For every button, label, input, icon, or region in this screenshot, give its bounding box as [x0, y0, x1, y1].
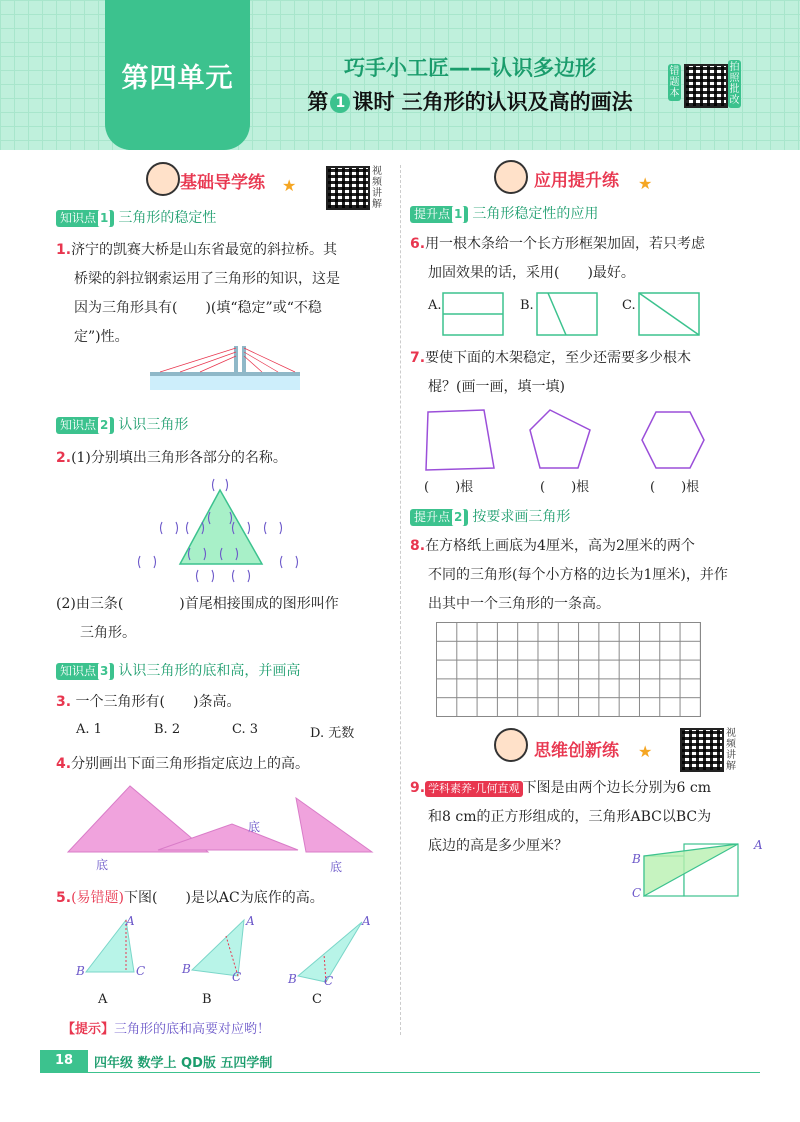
kp-num: 1	[100, 211, 109, 225]
improvement-point-1	[410, 203, 598, 223]
page-number: 18	[40, 1050, 88, 1072]
q9-squares-figure[interactable]	[642, 842, 754, 898]
q7-line: 棍？(画一画，填一填)	[428, 379, 565, 395]
q1-line: 济宁的凯赛大桥是山东省最宽的斜拉桥。其	[71, 242, 338, 258]
question-number: 7.	[410, 350, 426, 366]
vertex-label-c: C	[232, 970, 242, 984]
question-3	[56, 688, 240, 717]
kp-title: 认识三角形	[118, 417, 189, 433]
q3-options	[76, 722, 396, 741]
question-8	[410, 532, 780, 619]
kp-title: 认识三角形的底和高，并画高	[118, 663, 301, 679]
question-number: 1.	[56, 242, 72, 258]
q6-option-b[interactable]: B.	[520, 298, 534, 313]
tip-text: 三角形的底和高要对应哟！	[114, 1022, 271, 1037]
vertex-label-a: A	[246, 914, 255, 928]
question-number: 5.	[56, 890, 72, 906]
side-tab-photo[interactable]: 拍照批改	[729, 62, 740, 106]
question-5	[56, 884, 324, 913]
question-6	[410, 230, 770, 288]
mascot-icon	[146, 162, 180, 196]
lesson-suffix: 课时 三角形的认识及高的画法	[352, 90, 633, 114]
section-title-creative: 思维创新练	[534, 741, 619, 761]
tip-tag: 【提示】	[62, 1022, 115, 1037]
tsd-title: 按要求画三角形	[472, 509, 571, 525]
q9-line: 下图是由两个边长分别为6 cm	[522, 780, 712, 796]
q3-option-b[interactable]: B. 2	[154, 722, 181, 737]
bridge-illustration	[150, 342, 300, 390]
rect-with-slant-bar[interactable]	[536, 292, 598, 336]
q6-line: 用一根木条给一个长方形框架加固，若只考虑	[425, 236, 706, 252]
q4-stem: 分别画出下面三角形指定底边上的高。	[71, 756, 310, 772]
qr-code-icon[interactable]	[680, 728, 724, 772]
q2-part2-line: 三角形。	[80, 625, 136, 641]
q7-answer-2[interactable]: ( )根	[540, 480, 590, 495]
improvement-point-2	[410, 506, 570, 526]
kp-tag-label: 知识点	[60, 664, 97, 678]
question-number: 8.	[410, 538, 426, 554]
lesson-number: 1	[330, 93, 350, 113]
question-number: 9.	[410, 780, 426, 796]
q4-base-label: 底	[96, 858, 109, 872]
unit-badge: 第四单元	[105, 0, 250, 150]
lesson-prefix: 第	[307, 90, 329, 114]
section-title-basic: 基础导学练	[180, 173, 265, 193]
section-title-apply: 应用提升练	[534, 171, 619, 191]
question-7	[410, 344, 770, 402]
star-icon: ★	[638, 174, 653, 193]
kp-tag-label: 知识点	[60, 211, 97, 225]
q3-option-d[interactable]: D. 无数	[310, 726, 355, 741]
qr-code-icon[interactable]	[684, 64, 728, 108]
question-number: 4.	[56, 756, 72, 772]
knowledge-point-1	[56, 207, 216, 227]
question-number: 3.	[56, 694, 72, 710]
tsd-num: 1	[454, 207, 463, 221]
qr-label: 视频讲解	[372, 166, 382, 210]
q3-option-c[interactable]: C. 3	[232, 722, 259, 737]
q1-line[interactable]: 因为三角形具有( )(填“稳定”或“不稳	[74, 300, 322, 316]
q2-part1: (1)分别填出三角形各部分的名称。	[71, 450, 287, 466]
q3-option-a[interactable]: A. 1	[76, 722, 102, 737]
vertex-label-a: A	[126, 914, 135, 928]
q1-line: 定”)性。	[74, 329, 129, 345]
tsd-num: 2	[454, 510, 463, 524]
footer-line	[40, 1072, 760, 1073]
tip	[62, 1018, 270, 1037]
vertex-label-c: C	[136, 964, 146, 978]
kp-title: 三角形的稳定性	[118, 210, 217, 226]
q5-stem[interactable]: 下图( )是以AC为底作的高。	[124, 890, 324, 906]
q4-base-label: 底	[330, 860, 343, 874]
literacy-tag: 学科素养·几何直观	[425, 781, 523, 797]
q3-stem[interactable]: 一个三角形有( )条高。	[75, 694, 241, 710]
mascot-icon	[494, 160, 528, 194]
q7-frames-figure[interactable]	[420, 408, 720, 474]
question-number: 2.	[56, 450, 72, 466]
q4-triangles-figure[interactable]	[60, 784, 380, 854]
question-number: 6.	[410, 236, 426, 252]
question-2-part-2	[56, 590, 339, 648]
q2-part2-line[interactable]: (2)由三条( )首尾相接围成的图形叫作	[56, 596, 339, 612]
rect-with-diagonal-bar[interactable]	[638, 292, 700, 336]
error-prone-tag: (易错题)	[71, 890, 124, 906]
q6-option-a[interactable]: A.	[428, 298, 442, 313]
q5-option-c[interactable]: C	[312, 992, 322, 1007]
tsd-title: 三角形稳定性的应用	[472, 206, 599, 222]
question-1	[56, 236, 391, 352]
question-4	[56, 750, 309, 779]
kp-num: 2	[100, 418, 109, 432]
grid-paper[interactable]	[436, 622, 701, 717]
kp-tag-label: 知识点	[60, 418, 97, 432]
kp-num: 3	[100, 664, 109, 678]
q8-line: 出其中一个三角形的一条高。	[428, 596, 610, 612]
q6-option-c[interactable]: C.	[622, 298, 636, 313]
q1-line: 桥梁的斜拉钢索运用了三角形的知识，这是	[74, 271, 340, 287]
q8-line: 在方格纸上画底为4厘米，高为2厘米的两个	[425, 538, 695, 554]
q5-option-a[interactable]: A	[98, 992, 108, 1007]
main-title: 巧手小工匠——认识多边形	[344, 56, 596, 80]
q9-line: 和8 cm的正方形组成的，三角形ABC以BC为	[428, 809, 712, 825]
rect-with-horizontal-bar[interactable]	[442, 292, 504, 336]
vertex-label-b: B	[632, 852, 641, 866]
star-icon: ★	[282, 176, 297, 195]
vertex-label-c: C	[324, 974, 334, 988]
q5-option-b[interactable]: B	[202, 992, 212, 1007]
vertex-label-a: A	[754, 838, 763, 852]
q6-line[interactable]: 加固效果的话，采用( )最好。	[428, 265, 635, 281]
q4-base-label: 底	[248, 820, 261, 834]
star-icon: ★	[638, 742, 653, 761]
qr-label: 视频讲解	[726, 728, 736, 772]
vertex-label-b: B	[288, 972, 297, 986]
footer-brand: 四年级 数学上 QD版 五四学制	[94, 1056, 273, 1071]
q7-line: 要使下面的木架稳定，至少还需要多少根木	[425, 350, 692, 366]
vertex-label-a: A	[362, 914, 371, 928]
q7-answer-1[interactable]: ( )根	[424, 480, 474, 495]
q9-line: 底边的高是多少厘米？	[428, 838, 568, 854]
side-tab-wrong-book[interactable]: 错题本	[669, 66, 680, 99]
question-2-part-1	[56, 444, 287, 473]
mascot-icon	[494, 728, 528, 762]
vertex-label-b: B	[76, 964, 85, 978]
q7-answer-3[interactable]: ( )根	[650, 480, 700, 495]
qr-code-icon[interactable]	[326, 166, 370, 210]
tsd-tag-label: 提升点	[414, 510, 451, 524]
column-divider	[400, 165, 401, 1035]
tsd-tag-label: 提升点	[414, 207, 451, 221]
vertex-label-b: B	[182, 962, 191, 976]
vertex-label-c: C	[632, 886, 642, 900]
lesson-title	[260, 86, 680, 116]
triangle-parts-figure[interactable]	[130, 474, 300, 584]
q8-line: 不同的三角形(每个小方格的边长为1厘米)，并作	[428, 567, 728, 583]
knowledge-point-2	[56, 414, 188, 434]
knowledge-point-3	[56, 660, 300, 680]
